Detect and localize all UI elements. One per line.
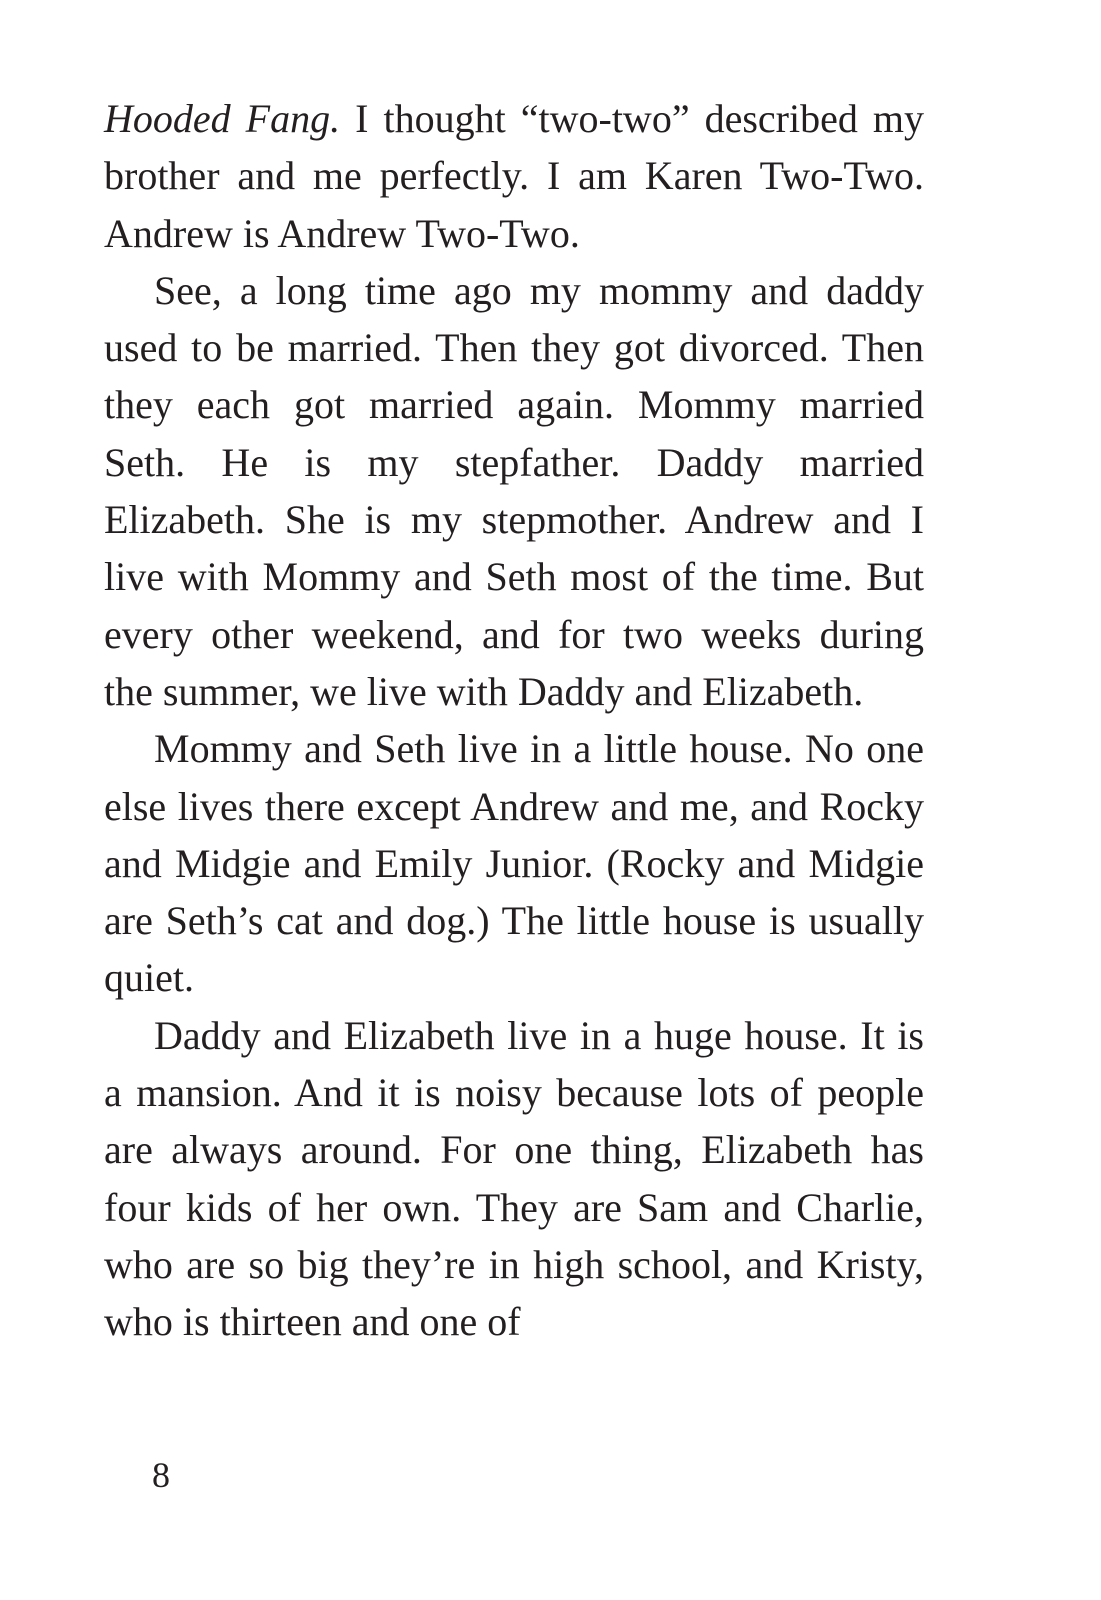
paragraph-3: Mommy and Seth live in a little house. No one else lives there except Andrew and me, and Rocky and Midgie and Emily Junior. (Rocky and Midgie are Seth’s cat and dog.) The little house is usually quiet. xyxy=(104,726,924,1001)
body-text xyxy=(104,90,924,1351)
paragraph-1-text: I thought “two-two” described my brother and me perfectly. I am Karen Two-Two. Andrew is Andrew Two-Two. xyxy=(104,96,925,256)
page-number: 8 xyxy=(152,1455,170,1495)
book-title-reference: Hooded Fang. xyxy=(104,96,341,141)
paragraph-1 xyxy=(104,90,924,262)
paragraph-2: See, a long time ago my mommy and daddy used to be married. Then they got divorced. Then they each got married again. Mommy married Seth. He is my stepfather. Daddy married Elizabeth. She is my stepmother. Andrew and I live with Mommy and Seth most of the time. But every other weekend, and for two weeks during the summer, we live with Daddy and Elizabeth. xyxy=(104,267,924,714)
paragraph-4: Daddy and Elizabeth live in a huge house. It is a mansion. And it is noisy because lots of people are always around. For one thing, Elizabeth has four kids of her own. They are Sam and Charlie, who are so big they’re in high school, and Kristy, who is thirteen and one of xyxy=(104,1012,924,1345)
